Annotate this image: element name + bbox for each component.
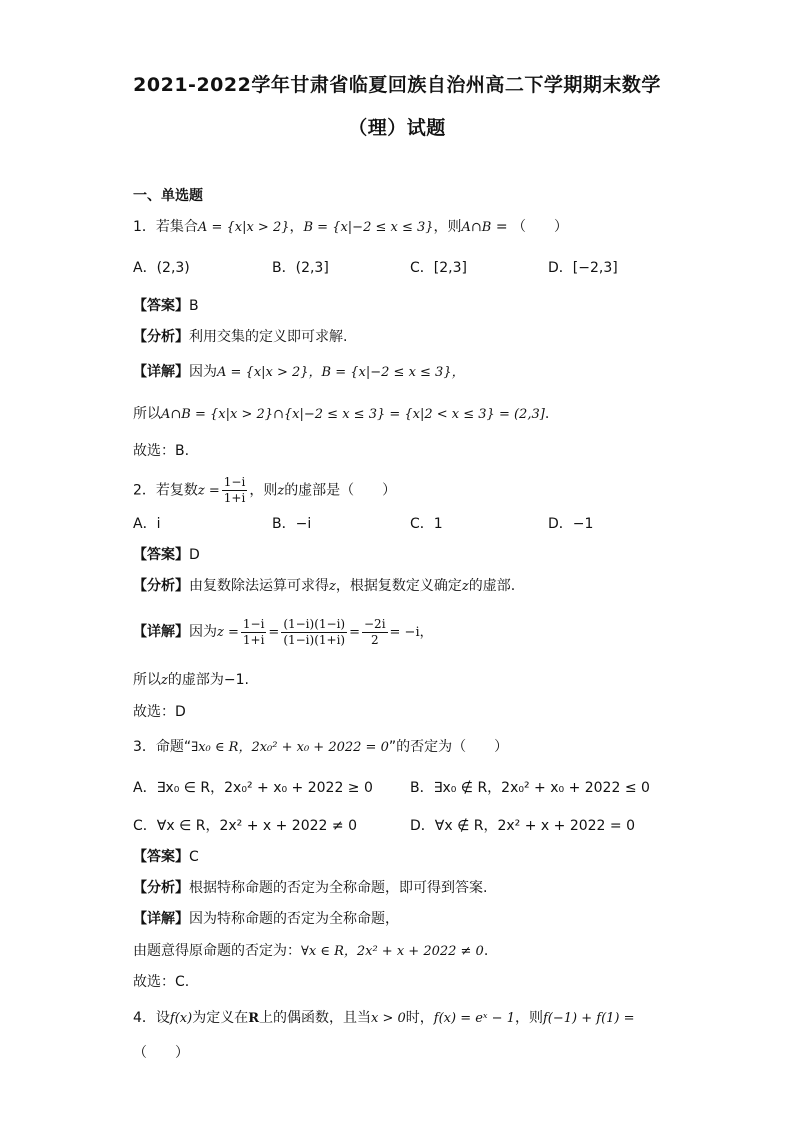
analysis-z2: z [461, 579, 469, 594]
q2-option-b: B．−i [272, 516, 312, 532]
so-math: A∩B = {x|x > 2}∩{x|−2 ≤ x ≤ 3} = {x|2 < x ≤ 3} = (2,3] [161, 407, 545, 422]
q2-option-a: A．i [133, 516, 161, 532]
q3-stem-tail: ”的否定为（ ） [388, 739, 509, 755]
q2-frac-den: 1+i [223, 491, 246, 505]
q4-stem [133, 1008, 635, 1029]
detail-frac-3 [362, 617, 388, 648]
q4-fx: f(x) [169, 1011, 193, 1026]
so-b: 的虚部为−1. [167, 672, 249, 688]
analysis-text-c: 的虚部. [468, 578, 516, 594]
analysis-tag: 【分析】 [133, 329, 189, 345]
q4-def: f(x) = eˣ − 1 [433, 1011, 515, 1026]
q4-stem-d: ，则 [514, 1010, 543, 1026]
frac2-num: (1−i)(1−i) [283, 616, 346, 631]
answer-tag: 【答案】 [133, 298, 189, 314]
q3-detail [133, 909, 399, 929]
q2-z-eq: z = [197, 483, 220, 499]
q2-z: z [277, 483, 285, 499]
q3-choose: 故选：C. [133, 974, 190, 990]
answer-value: B [189, 298, 199, 314]
q1-option-d: D．[−2,3] [548, 260, 618, 276]
q4-paren: （ ） [133, 1045, 189, 1061]
so-end: . [544, 406, 550, 422]
analysis-tag: 【分析】 [133, 578, 189, 594]
detail-z-eq: z = [217, 625, 239, 640]
analysis-tag: 【分析】 [133, 880, 189, 896]
analysis-text-b: ，根据复数定义确定 [335, 578, 462, 594]
answer-tag: 【答案】 [133, 849, 189, 865]
q1-expr: A∩B [461, 220, 492, 235]
analysis-z1: z [329, 579, 336, 594]
q1-option-a: A．(2,3) [133, 260, 190, 276]
q3-option-b: B．∃x₀ ∉ R，2x₀² + x₀ + 2022 ≤ 0 [410, 780, 650, 796]
detail-tag: 【详解】 [133, 624, 189, 640]
doc-title-line1: 2021-2022学年甘肃省临夏回族自治州高二下学期期末数学 [133, 74, 661, 96]
q3-option-c: C．∀x ∈ R，2x² + x + 2022 ≠ 0 [133, 818, 357, 834]
analysis-text: 根据特称命题的否定为全称命题，即可得到答案. [189, 880, 488, 896]
q2-tail-a: ，则 [249, 482, 278, 499]
q1-set-b: B = {x|−2 ≤ x ≤ 3} [303, 220, 434, 235]
q1-answer [133, 296, 199, 316]
q1-option-b: B．(2,3] [272, 260, 329, 276]
q2-frac-num: 1−i [223, 475, 246, 489]
detail-text: 因为特称命题的否定为全称命题， [189, 911, 399, 927]
so-prefix: 所以 [133, 406, 161, 422]
q3-option-a: A．∃x₀ ∈ R，2x₀² + x₀ + 2022 ≥ 0 [133, 780, 373, 796]
q3-option-d: D．∀x ∉ R，2x² + x + 2022 = 0 [410, 818, 635, 834]
frac3-den: 2 [370, 632, 379, 647]
detail-frac-2 [281, 617, 347, 648]
q4-cond: x > 0 [371, 1011, 406, 1026]
q4-stem-prefix: 4．设 [133, 1010, 170, 1026]
q1-stem [133, 217, 568, 238]
q2-answer [133, 545, 200, 565]
so-math: ∀x ∈ R，2x² + x + 2022 ≠ 0 [301, 944, 484, 959]
analysis-text-a: 由复数除法运算可求得 [189, 578, 329, 594]
q2-option-c: C．1 [410, 516, 443, 532]
answer-value: C [189, 849, 199, 865]
section-heading: 一、单选题 [133, 188, 203, 204]
q1-sep: ， [289, 219, 304, 235]
so-a: 所以 [133, 672, 161, 688]
q3-answer [133, 847, 199, 867]
so-end: . [483, 943, 489, 959]
detail-frac-1 [241, 617, 267, 648]
eq-sign-1: = [268, 625, 280, 640]
detail-math: A = {x|x > 2}，B = {x|−2 ≤ x ≤ 3}， [217, 365, 465, 380]
q2-stem-prefix: 2．若复数 [133, 482, 198, 499]
q1-choose: 故选：B. [133, 443, 190, 459]
frac1-den: 1+i [242, 632, 265, 647]
q2-option-d: D．−1 [548, 516, 594, 532]
so-prefix: 由题意得原命题的否定为： [133, 943, 301, 959]
q2-choose: 故选：D [133, 704, 186, 720]
q3-stem-prefix: 3．命题“ [133, 739, 192, 755]
detail-prefix: 因为 [189, 364, 217, 380]
q4-stem-c: 时， [405, 1010, 434, 1026]
detail-end: = −i， [389, 625, 433, 640]
q3-stem [133, 737, 508, 758]
detail-prefix: 因为 [189, 624, 217, 640]
eq-sign-2: = [349, 625, 360, 640]
q3-so [133, 941, 488, 962]
detail-tag: 【详解】 [133, 364, 189, 380]
q2-tail-b: 的虚部是（ ） [284, 482, 397, 499]
q1-option-c: C．[2,3] [410, 260, 467, 276]
analysis-text: 利用交集的定义即可求解. [189, 329, 348, 345]
so-z: z [161, 673, 168, 688]
frac2-den: (1−i)(1+i) [283, 632, 346, 647]
answer-value: D [189, 547, 200, 563]
q4-stem-b: 上的偶函数，且当 [259, 1010, 372, 1026]
q4-expr: f(−1) + f(1) = [542, 1011, 635, 1026]
detail-tag: 【详解】 [133, 911, 189, 927]
q1-analysis [133, 327, 347, 347]
doc-title-line2: （理）试题 [348, 117, 446, 139]
q2-detail [133, 614, 433, 651]
q1-mid: ，则 [433, 219, 462, 235]
q3-stem-math: ∃x₀ ∈ R，2x₀² + x₀ + 2022 = 0 [191, 740, 389, 755]
q1-set-a: A = {x|x > 2} [197, 220, 290, 235]
q2-stem [133, 475, 396, 507]
q2-fraction [222, 475, 248, 506]
q1-tail: = （ ） [491, 219, 569, 235]
q4-real-set: R [248, 1011, 260, 1026]
q2-analysis [133, 576, 515, 597]
q1-stem-prefix: 1．若集合 [133, 219, 198, 235]
answer-tag: 【答案】 [133, 547, 189, 563]
q1-detail [133, 362, 465, 383]
q1-so [133, 404, 549, 425]
frac1-num: 1−i [242, 616, 265, 631]
q2-so [133, 670, 249, 691]
frac3-num: −2i [364, 616, 386, 631]
q4-stem-a: 为定义在 [192, 1010, 249, 1026]
q3-analysis [133, 878, 487, 898]
